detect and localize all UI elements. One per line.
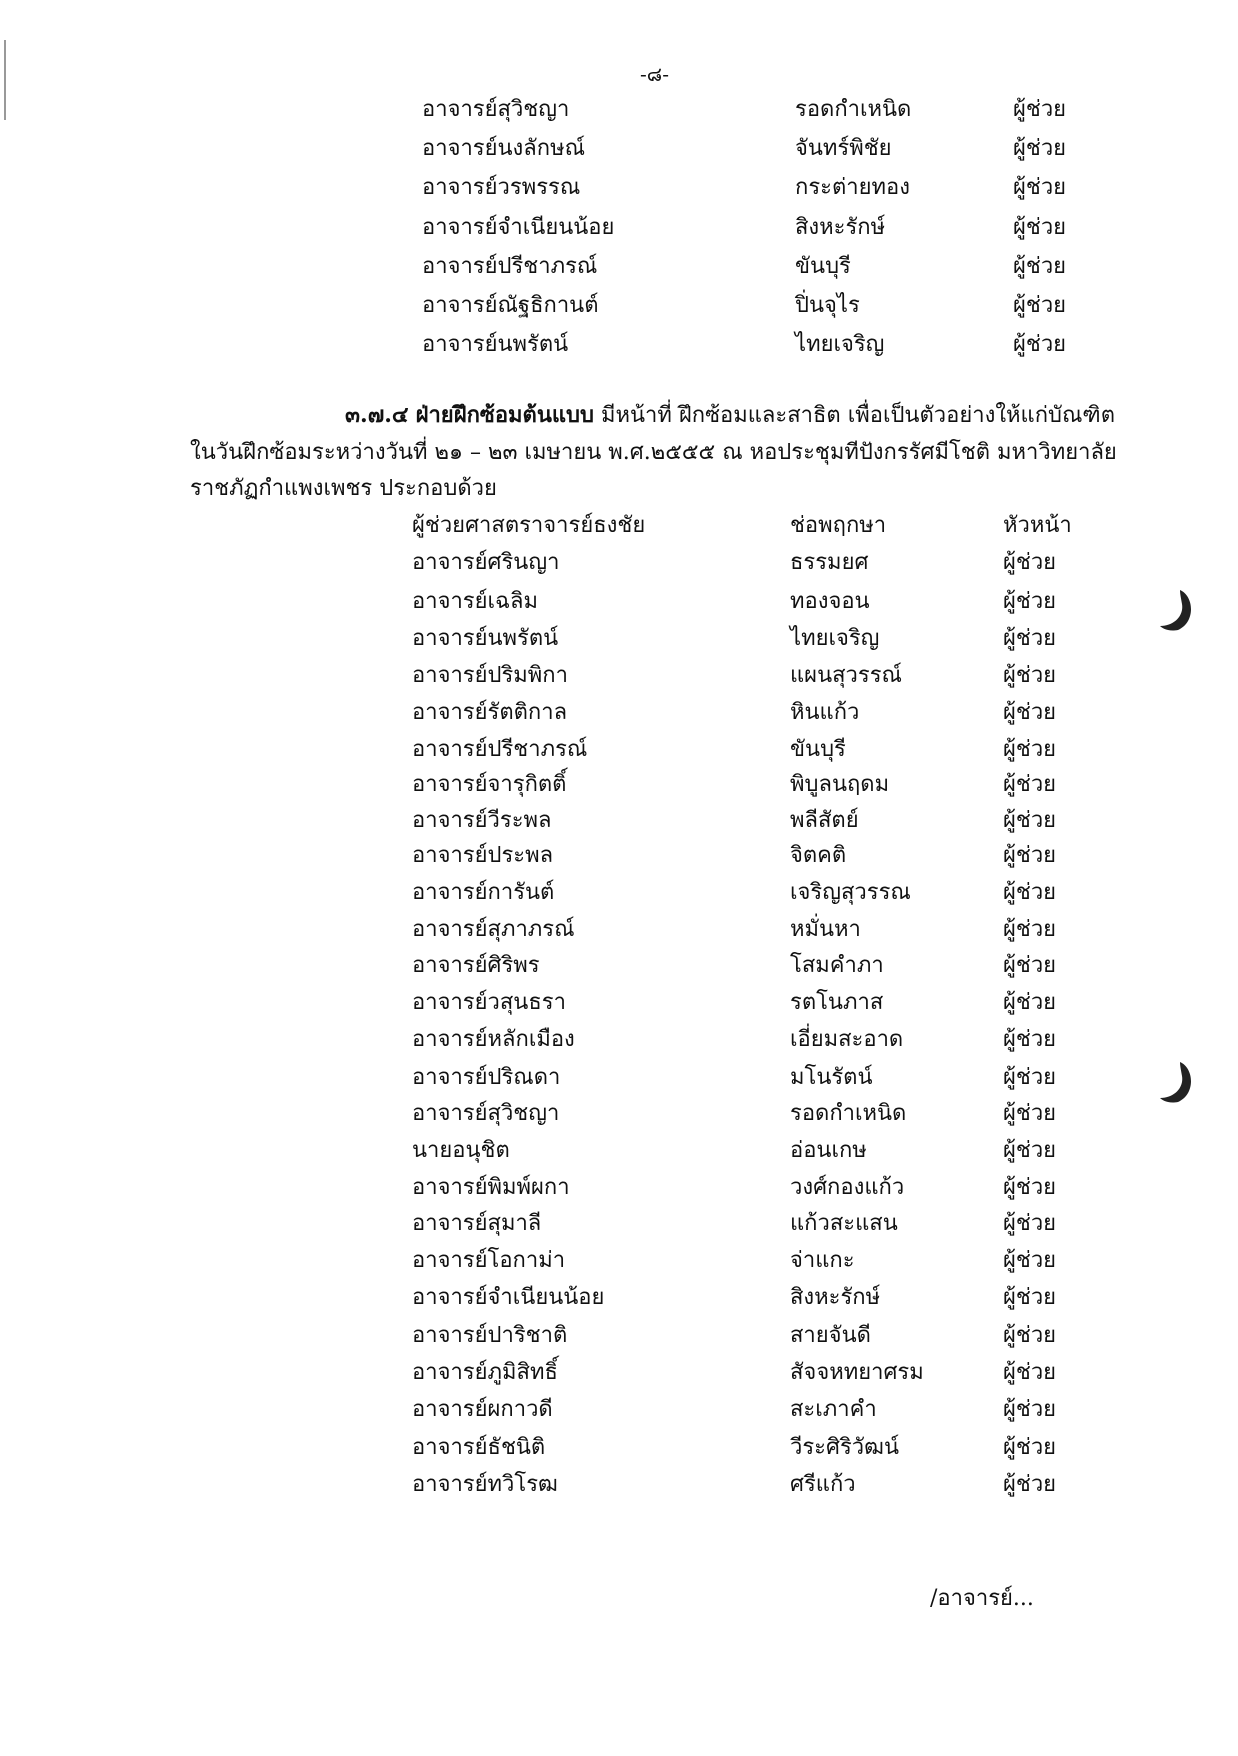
person-surname: โสมคำภา — [790, 953, 884, 978]
person-surname: จ่าแกะ — [790, 1248, 855, 1273]
person-role: ผู้ช่วย — [1003, 589, 1057, 614]
list-item — [0, 1096, 1238, 1132]
person-surname: หินแก้ว — [790, 700, 860, 725]
person-name: อาจารย์จำเนียนน้อย — [412, 1285, 605, 1310]
list-item — [0, 131, 1238, 167]
paragraph-line-1 — [345, 398, 1115, 433]
person-name: อาจารย์ประพล — [412, 843, 554, 868]
punch-hole-mark-top — [1160, 588, 1194, 632]
list-item — [0, 658, 1238, 694]
person-surname: ปิ่นจุไร — [795, 293, 860, 318]
paragraph-line-2: ในวันฝึกซ้อมระหว่างวันที่ ๒๑ – ๒๓ เมษายน พ.ศ.๒๕๕๕ ณ หอประชุมทีปังกรรัศมีโชติ มหาวิทยาลัย — [190, 440, 1117, 465]
list-item — [0, 288, 1238, 324]
list-item — [0, 875, 1238, 911]
list-item — [0, 838, 1238, 874]
person-surname: พลีสัตย์ — [790, 808, 859, 833]
person-name: อาจารย์สุวิชญา — [412, 1101, 560, 1126]
person-surname: หมั่นหา — [790, 917, 861, 942]
person-name: อาจารย์วีระพล — [412, 808, 552, 833]
person-name: อาจารย์รัตติกาล — [412, 700, 568, 725]
person-name: อาจารย์จารุกิตติ์ — [412, 772, 567, 797]
person-surname: จิตคติ — [790, 843, 847, 868]
person-name: อาจารย์ณัฐธิกานต์ — [422, 293, 599, 318]
person-surname: ไทยเจริญ — [790, 626, 880, 651]
list-item — [0, 584, 1238, 620]
person-surname: จันทร์พิชัย — [795, 136, 892, 161]
person-role: ผู้ช่วย — [1003, 1248, 1057, 1273]
person-name: อาจารย์สุภาภรณ์ — [412, 917, 575, 942]
list-item — [0, 210, 1238, 246]
list-item — [0, 1060, 1238, 1096]
person-name: อาจารย์พิมพ์ผกา — [412, 1175, 570, 1200]
person-surname: สะเภาคำ — [790, 1397, 877, 1422]
person-name: อาจารย์ปริณดา — [412, 1065, 561, 1090]
section-heading: ฝ่ายฝึกซ้อมต้นแบบ — [415, 402, 594, 428]
continuation-note: /อาจารย์... — [930, 1586, 1034, 1611]
person-role: ผู้ช่วย — [1003, 1435, 1057, 1460]
person-surname: เจริญสุวรรณ — [790, 880, 911, 905]
person-name: อาจารย์จำเนียนน้อย — [422, 215, 615, 240]
person-surname: มโนรัตน์ — [790, 1065, 873, 1090]
person-surname: รตโนภาส — [790, 990, 884, 1015]
person-surname: แก้วสะแสน — [790, 1211, 898, 1236]
list-item — [0, 170, 1238, 206]
person-surname: กระต่ายทอง — [795, 175, 910, 200]
person-role: ผู้ช่วย — [1003, 700, 1057, 725]
person-role: ผู้ช่วย — [1003, 1175, 1057, 1200]
list-item — [0, 1022, 1238, 1058]
person-name: อาจารย์นพรัตน์ — [412, 626, 559, 651]
person-surname: รอดกำเหนิด — [790, 1101, 907, 1126]
list-item — [0, 732, 1238, 768]
person-role: ผู้ช่วย — [1013, 254, 1067, 279]
person-role: ผู้ช่วย — [1003, 1397, 1057, 1422]
person-role: ผู้ช่วย — [1003, 990, 1057, 1015]
list-item — [0, 1133, 1238, 1169]
person-name: อาจารย์ปริมพิกา — [412, 663, 568, 688]
list-item — [0, 912, 1238, 948]
section-number: ๓.๗.๔ — [345, 402, 409, 428]
person-role: ผู้ช่วย — [1013, 97, 1067, 122]
person-role: ผู้ช่วย — [1003, 917, 1057, 942]
person-name: อาจารย์สุวิชญา — [422, 97, 570, 122]
person-role: ผู้ช่วย — [1013, 175, 1067, 200]
person-name: อาจารย์หลักเมือง — [412, 1027, 575, 1052]
punch-hole-mark-bottom — [1160, 1060, 1194, 1104]
person-name: อาจารย์ทวิโรฒ — [412, 1472, 558, 1497]
person-surname: วีระศิริวัฒน์ — [790, 1435, 900, 1460]
person-surname: สายจันดี — [790, 1323, 871, 1348]
person-role: หัวหน้า — [1003, 513, 1072, 538]
person-role: ผู้ช่วย — [1003, 1285, 1057, 1310]
person-role: ผู้ช่วย — [1003, 550, 1057, 575]
person-surname: อ่อนเกษ — [790, 1138, 867, 1163]
list-item — [0, 695, 1238, 731]
person-role: ผู้ช่วย — [1003, 953, 1057, 978]
list-item — [0, 1280, 1238, 1316]
person-name: อาจารย์ปรีชาภรณ์ — [422, 254, 598, 279]
section-duty: มีหน้าที่ ฝึกซ้อมและสาธิต เพื่อเป็นตัวอย่างให้แก่บัณฑิต — [601, 403, 1115, 428]
person-name: อาจารย์ศรินญา — [412, 550, 560, 575]
list-item — [0, 249, 1238, 285]
person-surname: รอดกำเหนิด — [795, 97, 912, 122]
person-role: ผู้ช่วย — [1003, 663, 1057, 688]
list-item — [0, 327, 1238, 363]
person-surname: พิบูลนฤดม — [790, 772, 890, 797]
person-role: ผู้ช่วย — [1013, 332, 1067, 357]
person-role: ผู้ช่วย — [1003, 626, 1057, 651]
list-item — [0, 803, 1238, 839]
list-item — [0, 1170, 1238, 1206]
list-item — [0, 1355, 1238, 1391]
person-role: ผู้ช่วย — [1003, 1065, 1057, 1090]
person-surname: ศรีแก้ว — [790, 1472, 856, 1497]
list-item — [0, 621, 1238, 657]
list-item — [0, 1243, 1238, 1279]
person-surname: ทองจอน — [790, 589, 870, 614]
person-role: ผู้ช่วย — [1003, 1027, 1057, 1052]
list-item — [0, 1206, 1238, 1242]
person-role: ผู้ช่วย — [1003, 1360, 1057, 1385]
list-item — [0, 545, 1238, 581]
person-role: ผู้ช่วย — [1003, 737, 1057, 762]
person-name: อาจารย์นงลักษณ์ — [422, 136, 586, 161]
person-surname: ธรรมยศ — [790, 550, 869, 575]
person-surname: สิงหะรักษ์ — [790, 1285, 881, 1310]
person-name: ผู้ช่วยศาสตราจารย์ธงชัย — [412, 513, 646, 538]
person-name: นายอนุชิต — [412, 1138, 510, 1163]
person-name: อาจารย์โอกาม่า — [412, 1248, 566, 1273]
list-item — [0, 948, 1238, 984]
person-role: ผู้ช่วย — [1013, 136, 1067, 161]
person-name: อาจารย์การันต์ — [412, 880, 555, 905]
list-item — [0, 1392, 1238, 1428]
person-surname: ขันบุรี — [795, 254, 851, 279]
list-item — [0, 985, 1238, 1021]
person-surname: ช่อพฤกษา — [790, 513, 887, 538]
person-name: อาจารย์ธัชนิติ — [412, 1435, 546, 1460]
person-name: อาจารย์ปาริชาติ — [412, 1323, 568, 1348]
person-role: ผู้ช่วย — [1013, 293, 1067, 318]
person-role: ผู้ช่วย — [1013, 215, 1067, 240]
person-name: อาจารย์เฉลิม — [412, 589, 539, 614]
paragraph-line-3: ราชภัฏกำแพงเพชร ประกอบด้วย — [190, 476, 497, 501]
person-role: ผู้ช่วย — [1003, 1323, 1057, 1348]
person-surname: สัจจหทยาศรม — [790, 1360, 924, 1385]
person-name: อาจารย์สุมาลี — [412, 1211, 542, 1236]
list-item — [0, 92, 1238, 128]
person-role: ผู้ช่วย — [1003, 1101, 1057, 1126]
person-role: ผู้ช่วย — [1003, 880, 1057, 905]
person-surname: สิงหะรักษ์ — [795, 215, 886, 240]
person-role: ผู้ช่วย — [1003, 843, 1057, 868]
list-item — [0, 1467, 1238, 1503]
person-name: อาจารย์นพรัตน์ — [422, 332, 569, 357]
person-surname: แผนสุวรรณ์ — [790, 663, 902, 688]
person-name: อาจารย์ผกาวดี — [412, 1397, 553, 1422]
person-name: อาจารย์วรพรรณ — [422, 175, 581, 200]
list-item — [0, 1430, 1238, 1466]
person-surname: ขันบุรี — [790, 737, 846, 762]
person-name: อาจารย์ศิริพร — [412, 953, 540, 978]
person-surname: เอี่ยมสะอาด — [790, 1027, 904, 1052]
person-role: ผู้ช่วย — [1003, 772, 1057, 797]
person-role: ผู้ช่วย — [1003, 1138, 1057, 1163]
person-surname: วงศ์กองแก้ว — [790, 1175, 905, 1200]
list-item — [0, 508, 1238, 544]
person-role: ผู้ช่วย — [1003, 808, 1057, 833]
person-name: อาจารย์ปรีชาภรณ์ — [412, 737, 588, 762]
page-number: -๘- — [640, 62, 669, 86]
person-name: อาจารย์ภูมิสิทธิ์ — [412, 1360, 558, 1385]
list-item — [0, 1318, 1238, 1354]
person-role: ผู้ช่วย — [1003, 1472, 1057, 1497]
list-item — [0, 767, 1238, 803]
person-surname: ไทยเจริญ — [795, 332, 885, 357]
person-role: ผู้ช่วย — [1003, 1211, 1057, 1236]
person-name: อาจารย์วสุนธรา — [412, 990, 566, 1015]
